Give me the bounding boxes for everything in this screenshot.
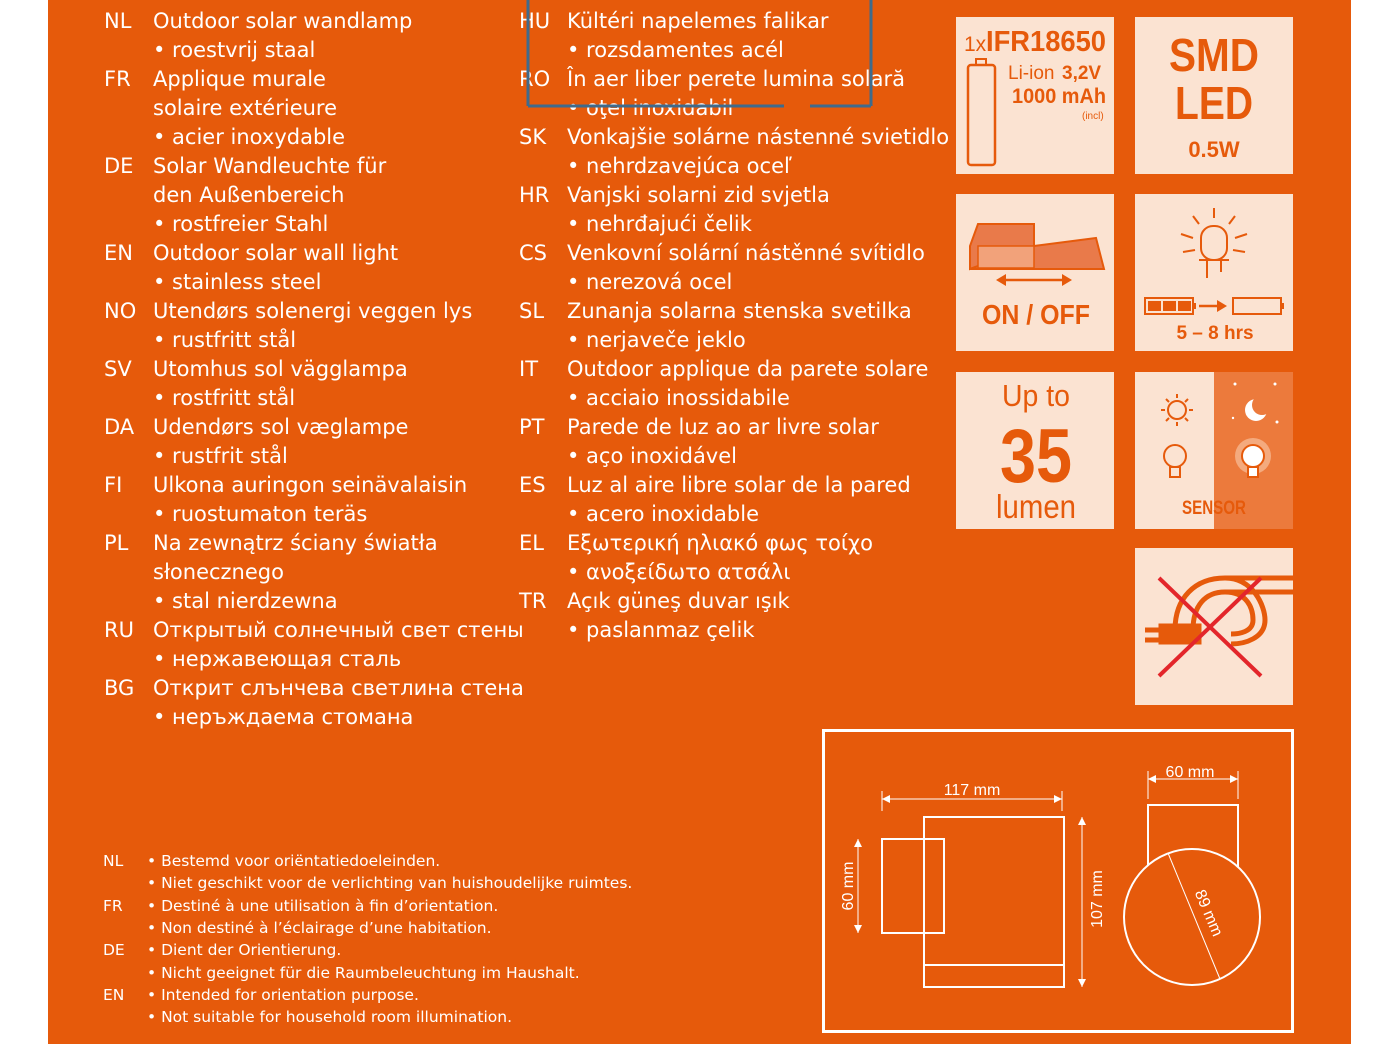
product-name-text: Utendørs solenergi veggen lys [153,299,473,323]
product-name-text: Solar Wandleuchte für [153,154,387,178]
front-view-drawing [1124,771,1260,985]
language-code: TR [519,589,547,613]
material-text: • rozsdamentes acél [567,38,784,62]
product-name-text: Utomhus sol vägglampa [153,357,408,381]
language-code: SL [519,299,545,323]
product-name-text: solaire extérieure [153,96,338,120]
battery-model: IFR18650 [986,26,1106,58]
battery-icon [968,59,995,165]
bulb-off-icon [1164,445,1186,477]
material-text: • ανοξείδωτο ατσάλι [567,560,791,584]
lumen-unit: lumen [996,488,1076,525]
material-text: • oţel inoxidabil [567,96,734,120]
language-code: CS [519,241,547,265]
material-text: • nerjaveče jeklo [567,328,746,352]
battery-empty-icon [1233,298,1284,314]
language-code: RO [519,67,551,91]
battery-full-icon [1145,298,1196,314]
battery-voltage: 3,2V [1062,63,1102,84]
switch-tile [956,194,1114,351]
language-code: DA [104,415,135,439]
language-code: SV [104,357,132,381]
material-text: • rustfrit stål [153,444,288,468]
battery-prefix: 1x [964,33,987,56]
sun-icon [1161,394,1193,426]
width-label: 117 mm [943,782,1001,799]
dimension-diagram [822,729,1294,1033]
product-name-text: Vanjski solarni zid svjetla [567,183,830,207]
switch-label: ON / OFF [982,299,1090,330]
lumen-tile [956,372,1114,529]
note-language-code: FR [103,896,123,915]
note-text: • Intended for orientation purpose. [147,985,419,1004]
material-text: • aço inoxidável [567,444,737,468]
material-text: • rostfritt stål [153,386,296,410]
depth-label: 60 mm [1165,764,1215,781]
note-text: • Nicht geeignet für die Raumbeleuchtung im Haushalt. [147,963,580,982]
material-text: • ruostumaton teräs [153,502,368,526]
language-code: ES [519,473,546,497]
note-text: • Niet geschikt voor de verlichting van huishoudelijke ruimtes. [147,874,633,893]
plate-height-label: 60 mm [840,861,857,911]
material-text: • acciaio inossidabile [567,386,790,410]
language-code: RU [104,618,134,642]
height-label: 107 mm [1089,870,1106,928]
led-power: 0.5W [1188,137,1240,162]
product-name-text: Открит слънчева светлина стена [153,676,524,700]
lumen-value: 35 [1000,414,1072,499]
note-text: • Dient der Orientierung. [147,941,342,960]
note-text: • Not suitable for household room illumination. [147,1008,513,1027]
product-name-text: Udendørs sol væglampe [153,415,409,439]
material-text: • неръждаема стомана [153,705,414,729]
product-name-text: Açık güneş duvar ışık [567,589,790,613]
language-code: FR [104,67,131,91]
runtime-label: 5 – 8 hrs [1176,323,1254,344]
battery-incl: (incl) [1082,111,1104,122]
sensor-tile [1135,372,1293,529]
material-text: • nehrdzavejúca oceľ [567,154,792,178]
language-code: NL [104,9,132,33]
sensor-label: SENSOR [1182,498,1247,519]
language-code: IT [519,357,539,381]
material-text: • stainless steel [153,270,322,294]
stray-frame-lines [520,0,880,112]
product-name-text: Outdoor applique da parete solare [567,357,929,381]
note-language-code: DE [103,941,125,960]
material-text: • nehrđajući čelik [567,212,752,236]
material-text: • paslanmaz çelik [567,618,755,642]
material-text: • rustfritt stål [153,328,297,352]
language-code: PL [104,531,129,555]
note-language-code: EN [103,985,125,1004]
runtime-tile [1135,194,1293,351]
note-text: • Non destiné à l’éclairage d’une habitation. [147,918,492,937]
note-text: • Bestemd voor oriëntatiedoeleinden. [147,852,441,870]
product-name-text: În aer liber perete lumina solară [567,67,905,91]
arrow-right-icon [1199,300,1227,312]
side-view-drawing [858,791,1082,987]
slide-switch-icon [970,224,1104,286]
product-name-text: Zunanja solarna stenska svetilka [567,299,912,323]
note-text: • Destiné à une utilisation à fin d’orientation. [147,896,499,915]
battery-capacity: 1000 mAh [1012,85,1106,108]
product-name-text: Εξωτερική ηλιακό φως τοίχο [567,531,873,555]
battery-type: Li-ion [1008,63,1055,84]
product-name-text: Venkovní solární nástěnné svítidlo [567,241,925,265]
product-name-text: den Außenbereich [153,183,345,207]
material-text: • acier inoxydable [153,125,346,149]
product-name-text: Outdoor solar wall light [153,241,399,265]
product-name-text: Открытый солнечный свет стены [153,618,524,642]
diameter-label: 89 mm [1190,887,1226,940]
language-code: DE [104,154,134,178]
led-line1: SMD [1169,29,1259,81]
product-name-text: Luz al aire libre solar de la pared [567,473,911,497]
language-code: HR [519,183,550,207]
language-code: NO [104,299,137,323]
led-line2: LED [1175,77,1253,129]
product-name-text: Outdoor solar wandlamp [153,9,413,33]
no-mains-tile [1135,548,1293,705]
language-code: BG [104,676,135,700]
language-code: SK [519,125,547,149]
product-name-text: Na zewnątrz ściany światła [153,531,438,555]
material-text: • nerezová ocel [567,270,733,294]
product-name-text: Applique murale [153,67,326,91]
language-code: EN [104,241,133,265]
led-tile [1135,17,1293,174]
language-code: EL [519,531,544,555]
language-code: HU [519,9,551,33]
product-name-text: Ulkona auringon seinävalaisin [153,473,468,497]
product-name-text: Kültéri napelemes falikar [567,9,829,33]
product-name-text: słonecznego [153,560,284,584]
battery-tile [956,17,1114,174]
material-text: • rostfreier Stahl [153,212,329,236]
language-code: PT [519,415,545,439]
language-code: FI [104,473,123,497]
note-language-code: NL [103,852,124,870]
material-text: • нержавеющая сталь [153,647,402,671]
lumen-prefix: Up to [1002,378,1070,413]
material-text: • stal nierdzewna [153,589,338,613]
product-name-text: Vonkajšie solárne nástenné svietidlo [567,125,950,149]
led-bulb-icon [1181,208,1247,278]
material-text: • acero inoxidable [567,502,759,526]
product-name-text: Parede de luz ao ar livre solar [567,415,879,439]
material-text: • roestvrij staal [153,38,316,62]
